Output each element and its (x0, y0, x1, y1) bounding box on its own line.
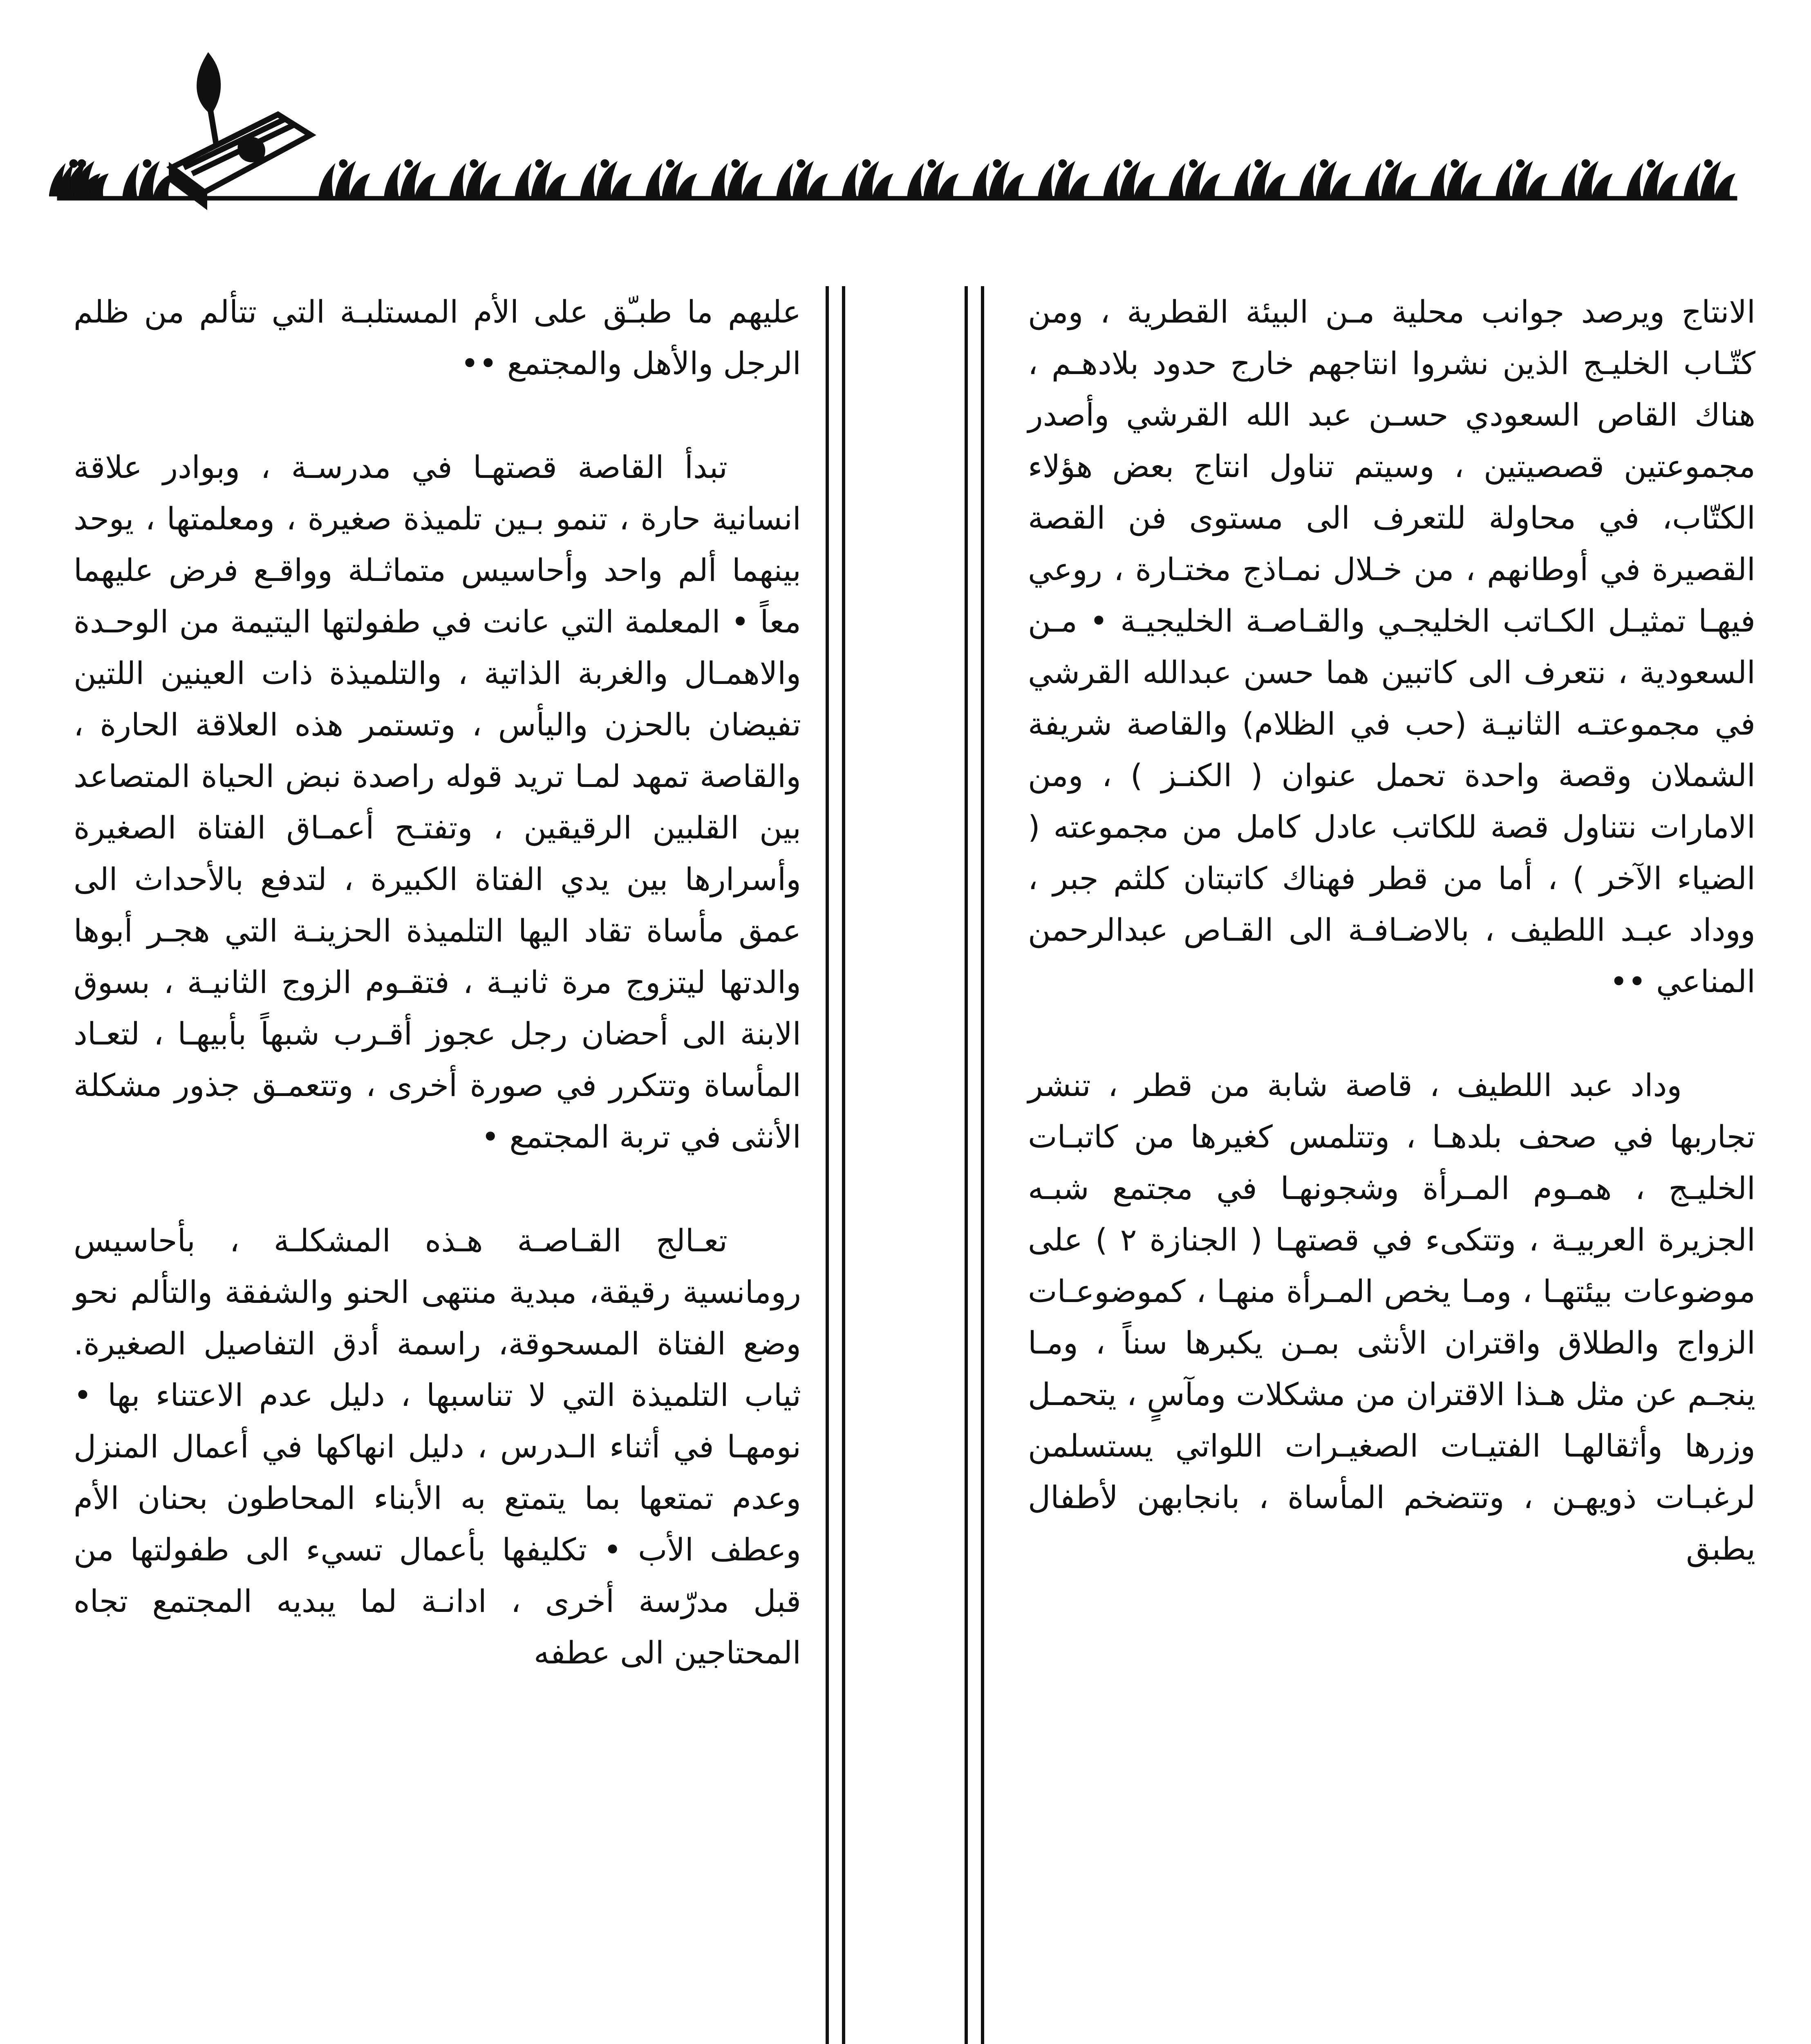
column-divider-rule (981, 286, 984, 2044)
book-quill-icon (172, 57, 311, 204)
right-column-paragraph-2: وداد عبد اللطيف ، قاصة شابة من قطر ، تنشر تجاربها في صحف بلدهـا ، وتتلمس كغيرها من كاتبـات الخليـج ، همـوم المـرأة وشجونهـا في مجتمع شبـه الجزيرة العربيـة ، وتتكىء في قصتهـا ( الجنازة ٢ ) على موضوعات بيئتهـا ، ومـا يخص المـرأة منهـا ، كموضوعـات الزواج والطلاق واقتران الأنثى بمـن يكبرها سناً ، ومـا ينجـم عن مثل هـذا الاقتران من مشكلات ومآسٍ ، يتحمـل وزرها وأثقالهـا الفتيـات الصغيـرات اللواتي يستسلمن لرغبـات ذويهـن ، وتتضخم المأساة ، بانجابهن لأطفال يطبق (1028, 1067, 1755, 1567)
column-divider-rule (826, 286, 829, 2044)
right-column-paragraph-1: الانتاج ويرصد جوانب محلية مـن البيئة القطرية ، ومن كتّـاب الخليـج الذين نشروا انتاجهم خارج حدود بلادهـم ، هناك القاص السعودي حسـن عبد الله القرشي وأصدر مجموعتين قصصيتين ، وسيتم تناول انتاج بعض هؤلاء الكتّاب، في محاولة للتعرف الى مستوى فن القصة القصيرة في أوطانهم ، من خـلال نمـاذج مختـارة ، روعي فيهـا تمثيـل الكـاتب الخليجـي والقـاصـة الخليجيـة • مـن السعودية ، نتعرف الى كاتبين هما حسن عبدالله القرشي في مجموعتـه الثانيـة (حب في الظلام) والقاصة شريفة الشملان وقصة واحدة تحمل عنوان ( الكنـز ) ، ومن الامارات نتناول قصة للكاتب عادل كامل من مجموعته ( الضياء الآخر ) ، أما من قطر فهناك كاتبتان كلثم جبر ، ووداد عبـد اللطيف ، بالاضـافـة الى القـاص عبدالرحمن المناعي •• (1028, 294, 1755, 1000)
column-divider-rule (965, 286, 968, 2044)
left-column-paragraph-2: تبدأ القاصة قصتهـا في مدرسـة ، وبوادر علاقة انسانية حارة ، تنمو بـين تلميذة صغيرة ، ومعلمتها ، يوحد بينهما ألم واحد وأحاسيس متماثـلة وواقـع فرض عليهما معاً • المعلمة التي عانت في طفولتها اليتيمة من الوحـدة والاهمـال والغربة الذاتية ، والتلميذة ذات العينين اللتين تفيضان بالحزن واليأس ، وتستمر هذه العلاقة الحارة ، والقاصة تمهد لمـا تريد قوله راصدة نبض الحياة المتصاعد بين القلبين الرقيقين ، وتفتـح أعمـاق الفتاة الصغيرة وأسرارها بين يدي الفتاة الكبيرة ، لتدفع بالأحداث الى عمق مأساة تقاد اليها التلميذة الحزينـة التي هجـر أبوها والدتها ليتزوج مرة ثانيـة ، فتقـوم الزوج الثانيـة ، بسوق الابنة الى أحضان رجل عجوز أقـرب شبهاً بأبيهـا ، لتعـاد المأساة وتتكرر في صورة أخرى ، وتتعمـق جذور مشكلة الأنثى في تربة المجتمع • (74, 449, 801, 1155)
left-column (74, 286, 801, 1679)
header-ornament (49, 41, 1745, 225)
column-divider-rule (842, 286, 845, 2044)
floral-border (49, 159, 1737, 200)
left-column-paragraph-1: عليهم ما طبـّق على الأم المستلبـة التي تتألم من ظلم الرجل والأهل والمجتمع •• (74, 294, 801, 381)
left-column-paragraph-3: تعـالج القـاصـة هـذه المشكلـة ، بأحاسيس رومانسية رقيقة، مبدية منتهى الحنو والشفقة والتألم نحو وضع الفتاة المسحوقة، راسمة أدق التفاصيل الصغيرة. ثياب التلميذة التي لا تناسبها ، دليل عدم الاعتناء بها • نومهـا في أثناء الـدرس ، دليل انهاكها في أعمال المنزل وعدم تمتعها بما يتمتع به الأبناء المحاطون بحنان الأم وعطف الأب • تكليفها بأعمال تسيء الى طفولتها من قبل مدرّسة أخرى ، ادانـة لما يبديه المجتمع تجاه المحتاجين الى عطفه (74, 1222, 801, 1671)
right-column (1028, 286, 1755, 1575)
